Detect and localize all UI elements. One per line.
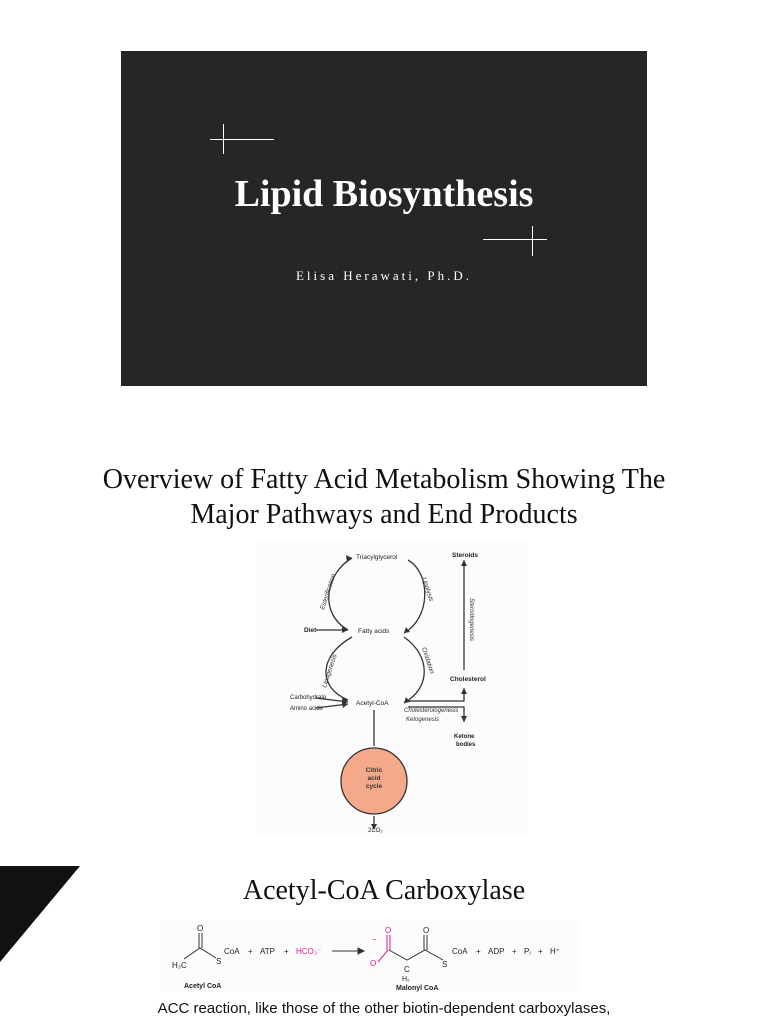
plus-ornament-horizontal [210, 139, 274, 140]
lipolysis-label: Lipolysis [420, 576, 435, 603]
lipogenesis-label: Lipogenesis [321, 653, 339, 689]
acc-caption: ACC reaction, like those of the other biotin-dependent carboxylases, [157, 1000, 611, 1017]
esterification-label: Esterification [319, 573, 338, 611]
malonyl-s-label: S [442, 960, 448, 969]
overview-title-line-2: Major Pathways and End Products [190, 499, 578, 530]
ketogenesis-label: Ketogenesis [406, 717, 440, 723]
title-slide [121, 51, 647, 386]
acetyl-s-label: S [216, 957, 222, 966]
presentation-title: Lipid Biosynthesis [234, 173, 534, 215]
steroids-label: Steroids [452, 552, 479, 559]
cholesterol-label: Cholesterol [450, 676, 486, 683]
overview-title-line-1: Overview of Fatty Acid Metabolism Showing The [102, 464, 666, 495]
acc-title: Acetyl-CoA Carboxylase [242, 875, 526, 906]
h3c-label: H₃C [172, 961, 187, 970]
cycle-label-1: Citric [365, 767, 383, 774]
diet-label: Diet [304, 627, 317, 634]
malonyl-ch2: C [404, 965, 410, 974]
triacylglycerol-label: Triacylglycerol [356, 554, 398, 561]
ketone-label: Ketone [454, 734, 475, 740]
reaction-background [160, 920, 580, 992]
plus-ornament-horizontal [483, 239, 547, 240]
acetyl-o-label: O [197, 924, 204, 933]
malonyl-o-carboxyl: O [385, 926, 392, 935]
steroidogenesis-label: Steroidogenesis [468, 598, 474, 642]
plus-ornament-vertical [532, 226, 533, 256]
plus-3: + [476, 947, 481, 956]
pi-label: Pᵢ [524, 947, 531, 956]
malonyl-minus: − [372, 935, 377, 944]
malonyl-o-thioester: O [423, 926, 430, 935]
cholesterologenesis-label: Cholesterologenesis [404, 708, 459, 714]
malonyl-coa-name: Malonyl CoA [396, 985, 439, 992]
fatty-acids-label: Fatty acids [358, 628, 390, 635]
plus-1: + [248, 947, 253, 956]
amino-acids-label: Amino acids [290, 706, 323, 712]
atp-label: ATP [260, 947, 275, 956]
acetyl-coa-name: Acetyl CoA [184, 983, 222, 990]
plus-4: + [512, 947, 517, 956]
cycle-label-3: cycle [365, 783, 383, 790]
plus-2: + [284, 947, 289, 956]
co2-label: 2CO₂ [368, 828, 383, 834]
cycle-label-2: acid [367, 775, 381, 782]
bodies-label: bodies [456, 742, 476, 748]
carbohydrate-label: Carbohydrate [290, 695, 327, 701]
adp-label: ADP [488, 947, 505, 956]
fatty-acid-metabolism-diagram [256, 538, 528, 838]
acc-reaction-scheme [160, 920, 580, 992]
author-name: Elisa Herawati, Ph.D. [295, 268, 472, 283]
malonyl-h2: H₂ [402, 976, 410, 983]
proton-label: H⁺ [550, 947, 560, 956]
plus-5: + [538, 947, 543, 956]
acetyl-coa-group: CoA [224, 947, 240, 956]
bicarbonate-label: HCO₃⁻ [296, 947, 322, 956]
acetyl-coa-label: Acetyl-CoA [356, 700, 389, 707]
malonyl-o-minus: O [370, 959, 377, 968]
malonyl-coa-group: CoA [452, 947, 468, 956]
oxidation-label: Oxidation [420, 646, 436, 675]
